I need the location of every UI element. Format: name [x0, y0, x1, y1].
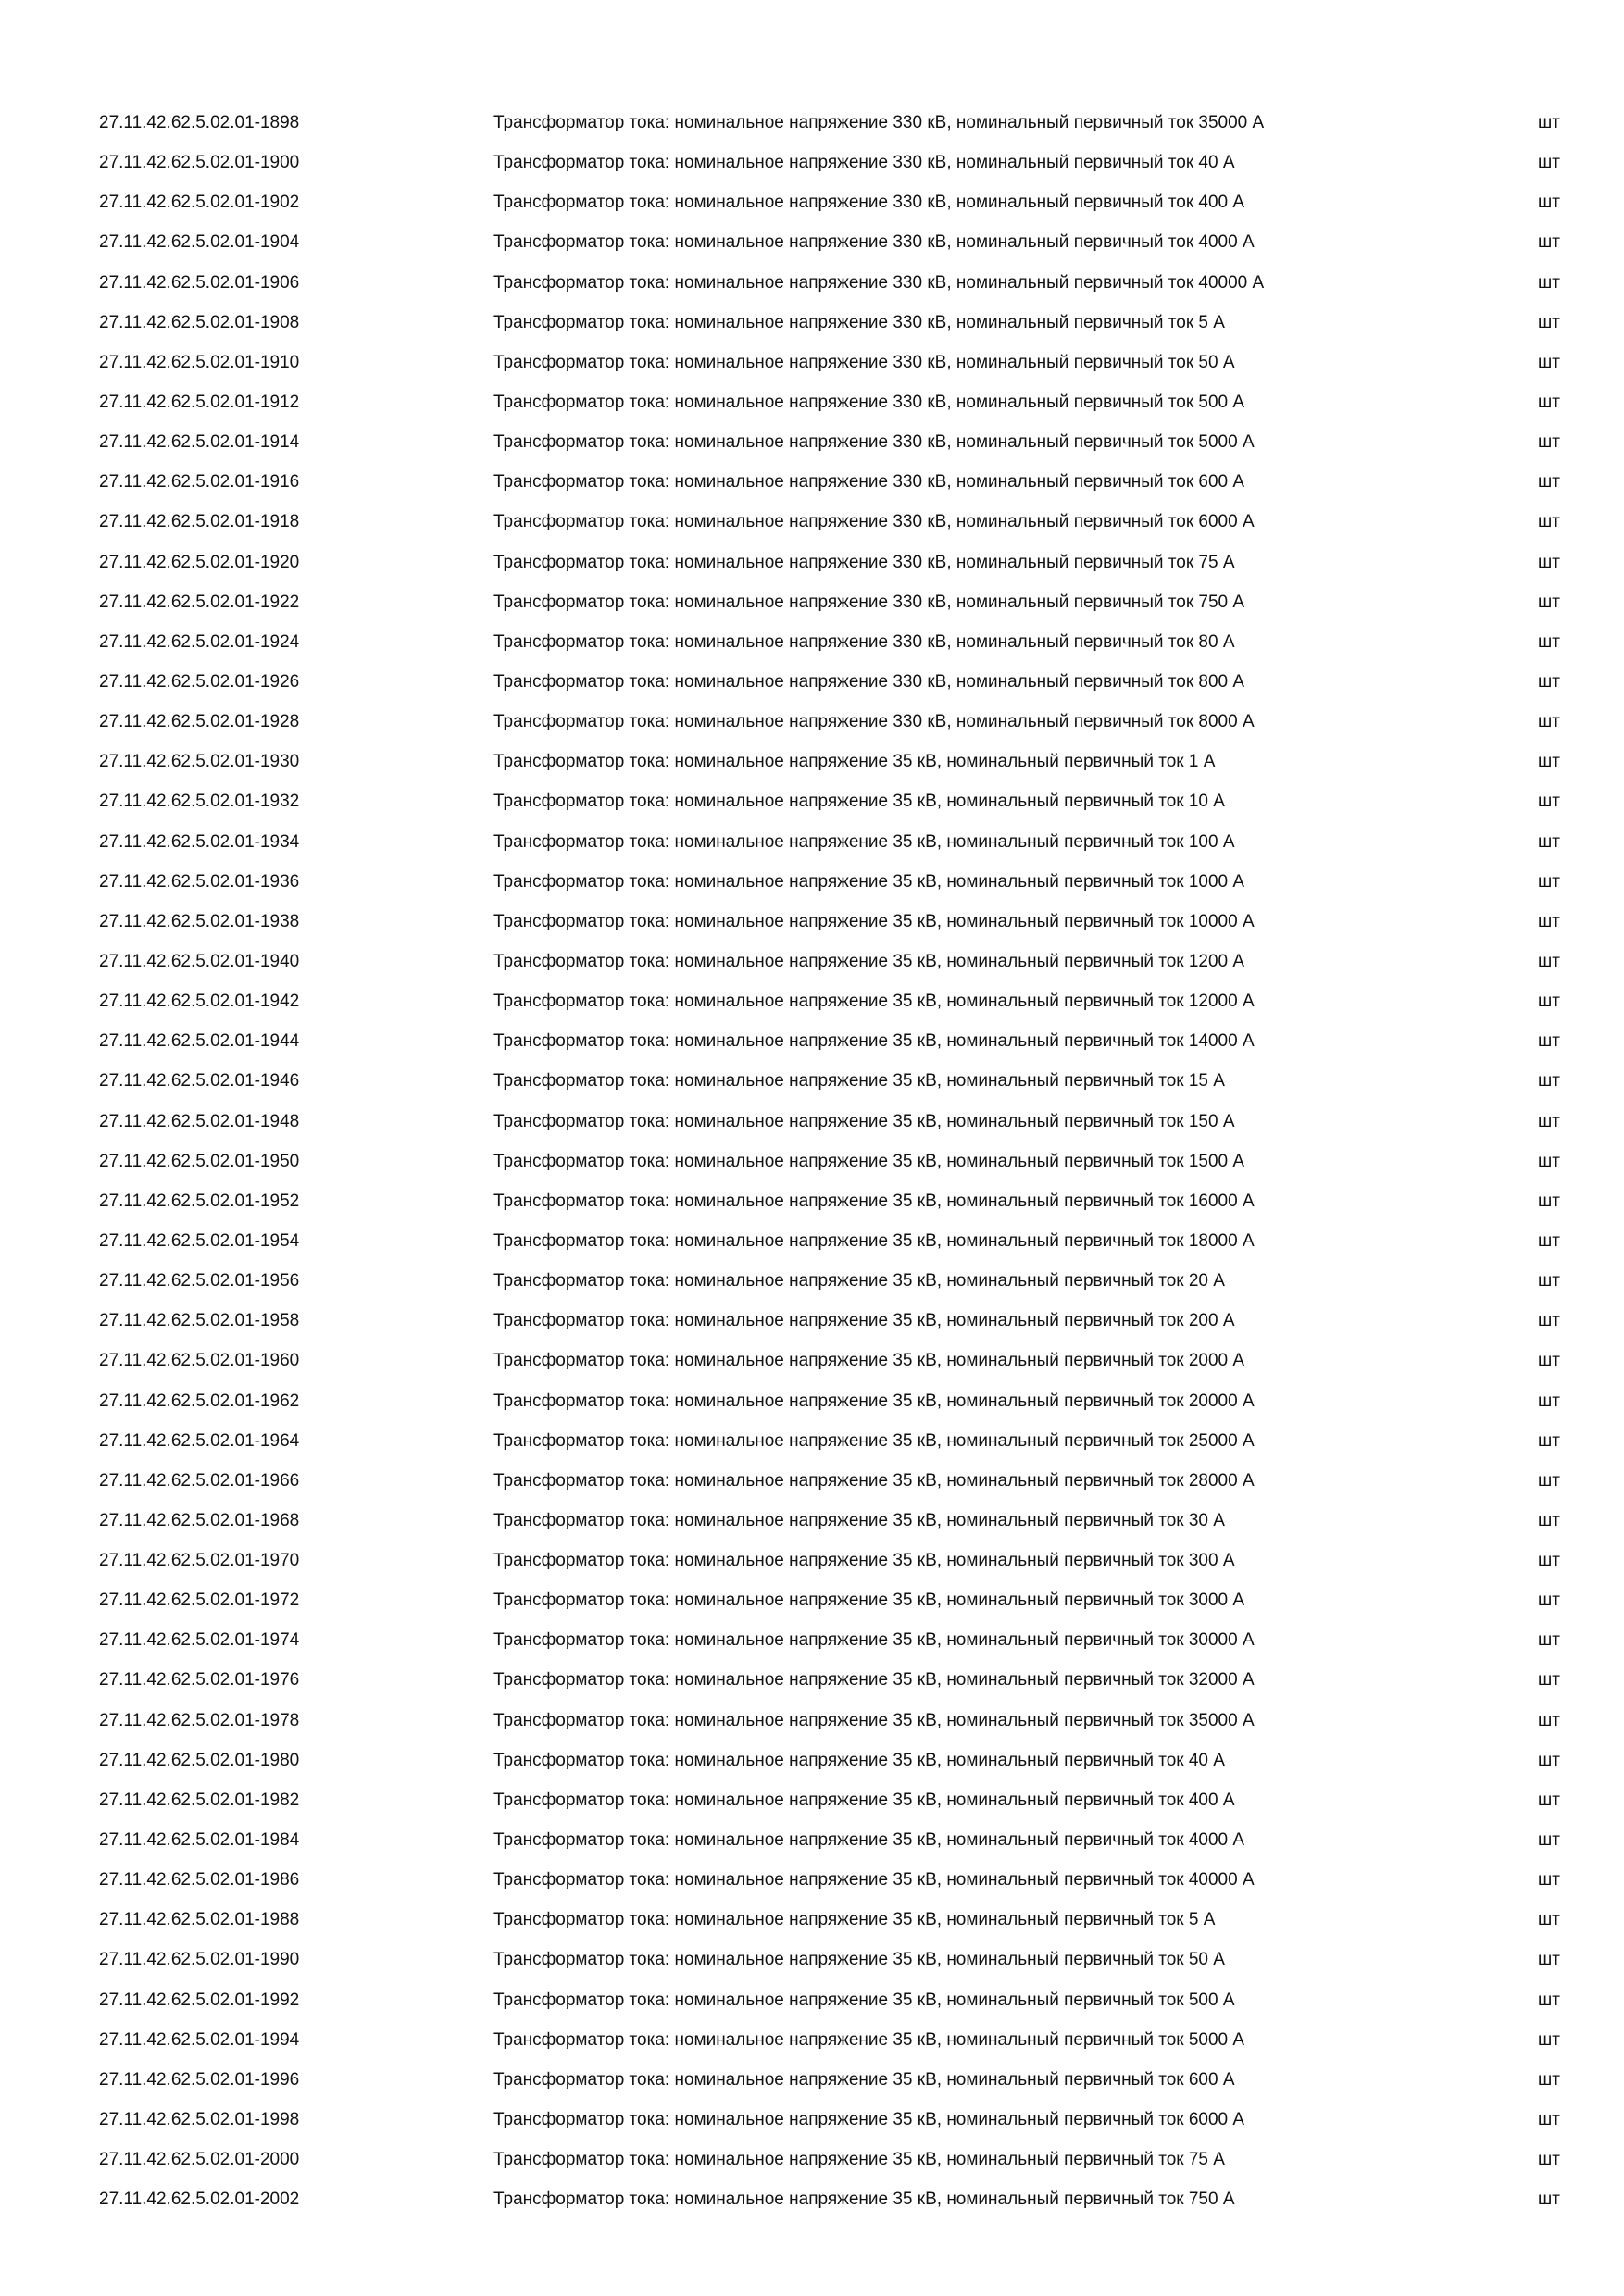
table-row — [0, 1104, 1624, 1144]
resource-table — [0, 106, 1624, 2222]
table-row — [0, 1583, 1624, 1623]
resource-name: Трансформатор тока: номинальное напряжение 330 кВ, номинальный первичный ток 35000 А — [493, 113, 1265, 132]
resource-name: Трансформатор тока: номинальное напряжение 35 кВ, номинальный первичный ток 14000 А — [493, 1031, 1255, 1052]
resource-code: 27.11.42.62.5.02.01-1990 — [99, 1950, 300, 1970]
table-row — [0, 1743, 1624, 1783]
resource-code: 27.11.42.62.5.02.01-1972 — [99, 1591, 300, 1611]
unit-of-measure: шт — [1538, 1510, 1560, 1530]
resource-name: Трансформатор тока: номинальное напряжение 330 кВ, номинальный первичный ток 6000 А — [493, 512, 1255, 532]
unit-of-measure: шт — [1538, 1910, 1560, 1930]
resource-name: Трансформатор тока: номинальное напряжение 35 кВ, номинальный первичный ток 20000 А — [493, 1391, 1255, 1411]
resource-name: Трансформатор тока: номинальное напряжение 35 кВ, номинальный первичный ток 2000 А — [493, 1351, 1245, 1371]
resource-name: Трансформатор тока: номинальное напряжение 35 кВ, номинальный первичный ток 500 А — [493, 1990, 1235, 2010]
resource-name: Трансформатор тока: номинальное напряжение 35 кВ, номинальный первичный ток 35000 А — [493, 1710, 1255, 1730]
resource-code: 27.11.42.62.5.02.01-1944 — [99, 1031, 300, 1052]
unit-of-measure: шт — [1538, 1710, 1560, 1730]
resource-name: Трансформатор тока: номинальное напряжение 330 кВ, номинальный первичный ток 40000 А — [493, 272, 1265, 293]
table-row — [0, 145, 1624, 185]
unit-of-measure: шт — [1538, 232, 1560, 253]
table-row — [0, 505, 1624, 544]
table-row — [0, 2063, 1624, 2103]
resource-code: 27.11.42.62.5.02.01-1910 — [99, 352, 300, 372]
resource-code: 27.11.42.62.5.02.01-1936 — [99, 871, 300, 892]
resource-code: 27.11.42.62.5.02.01-1958 — [99, 1311, 300, 1331]
resource-code: 27.11.42.62.5.02.01-1926 — [99, 671, 300, 692]
table-row — [0, 2142, 1624, 2182]
table-row — [0, 465, 1624, 505]
unit-of-measure: шт — [1538, 312, 1560, 332]
resource-code: 27.11.42.62.5.02.01-1982 — [99, 1790, 300, 1810]
table-row — [0, 865, 1624, 905]
resource-code: 27.11.42.62.5.02.01-1932 — [99, 792, 300, 812]
resource-code: 27.11.42.62.5.02.01-1966 — [99, 1470, 300, 1491]
resource-code: 27.11.42.62.5.02.01-1940 — [99, 951, 300, 971]
resource-code: 27.11.42.62.5.02.01-1956 — [99, 1271, 300, 1292]
unit-of-measure: шт — [1538, 1470, 1560, 1491]
table-row — [0, 665, 1624, 705]
unit-of-measure: шт — [1538, 1591, 1560, 1611]
resource-name: Трансформатор тока: номинальное напряжение 35 кВ, номинальный первичный ток 100 А — [493, 831, 1235, 852]
table-row — [0, 385, 1624, 425]
resource-name: Трансформатор тока: номинальное напряжение 35 кВ, номинальный первичный ток 32000 А — [493, 1670, 1255, 1691]
table-row — [0, 905, 1624, 944]
resource-code: 27.11.42.62.5.02.01-1906 — [99, 272, 300, 293]
table-row — [0, 1823, 1624, 1863]
unit-of-measure: шт — [1538, 671, 1560, 692]
unit-of-measure: шт — [1538, 1151, 1560, 1171]
unit-of-measure: шт — [1538, 1031, 1560, 1052]
table-row — [0, 784, 1624, 824]
resource-name: Трансформатор тока: номинальное напряжение 35 кВ, номинальный первичный ток 30 А — [493, 1510, 1225, 1530]
resource-code: 27.11.42.62.5.02.01-1986 — [99, 1870, 300, 1890]
unit-of-measure: шт — [1538, 1990, 1560, 2010]
table-row — [0, 1064, 1624, 1104]
table-row — [0, 1424, 1624, 1464]
resource-name: Трансформатор тока: номинальное напряжение 35 кВ, номинальный первичный ток 10 А — [493, 792, 1225, 812]
resource-code: 27.11.42.62.5.02.01-1948 — [99, 1111, 300, 1131]
table-row — [0, 306, 1624, 345]
resource-code: 27.11.42.62.5.02.01-1952 — [99, 1191, 300, 1211]
unit-of-measure: шт — [1538, 272, 1560, 293]
table-row — [0, 1184, 1624, 1224]
unit-of-measure: шт — [1538, 752, 1560, 772]
table-row — [0, 1304, 1624, 1343]
resource-code: 27.11.42.62.5.02.01-1954 — [99, 1230, 300, 1251]
table-row — [0, 1783, 1624, 1823]
unit-of-measure: шт — [1538, 631, 1560, 652]
table-row — [0, 744, 1624, 784]
resource-code: 27.11.42.62.5.02.01-1970 — [99, 1551, 300, 1571]
resource-name: Трансформатор тока: номинальное напряжение 35 кВ, номинальный первичный ток 15 А — [493, 1071, 1225, 1092]
resource-name: Трансформатор тока: номинальное напряжение 35 кВ, номинальный первичный ток 4000 А — [493, 1830, 1245, 1851]
unit-of-measure: шт — [1538, 1391, 1560, 1411]
table-row — [0, 1464, 1624, 1504]
resource-name: Трансформатор тока: номинальное напряжение 35 кВ, номинальный первичный ток 3000 А — [493, 1591, 1245, 1611]
resource-name: Трансформатор тока: номинальное напряжение 35 кВ, номинальный первичный ток 1 А — [493, 752, 1216, 772]
resource-name: Трансформатор тока: номинальное напряжение 35 кВ, номинальный первичный ток 20 А — [493, 1271, 1225, 1292]
table-row — [0, 1903, 1624, 1942]
resource-name: Трансформатор тока: номинальное напряжение 35 кВ, номинальный первичный ток 12000 А — [493, 992, 1255, 1012]
table-row — [0, 2182, 1624, 2222]
resource-code: 27.11.42.62.5.02.01-1908 — [99, 312, 300, 332]
table-row — [0, 1264, 1624, 1304]
resource-name: Трансформатор тока: номинальное напряжение 35 кВ, номинальный первичный ток 1000 А — [493, 871, 1245, 892]
table-row — [0, 1703, 1624, 1743]
resource-code: 27.11.42.62.5.02.01-1902 — [99, 193, 300, 213]
unit-of-measure: шт — [1538, 1071, 1560, 1092]
resource-code: 27.11.42.62.5.02.01-1934 — [99, 831, 300, 852]
unit-of-measure: шт — [1538, 552, 1560, 572]
resource-name: Трансформатор тока: номинальное напряжение 330 кВ, номинальный первичный ток 400 А — [493, 193, 1245, 213]
table-row — [0, 625, 1624, 665]
resource-code: 27.11.42.62.5.02.01-1942 — [99, 992, 300, 1012]
resource-code: 27.11.42.62.5.02.01-1980 — [99, 1750, 300, 1770]
resource-name: Трансформатор тока: номинальное напряжение 35 кВ, номинальный первичный ток 18000 А — [493, 1230, 1255, 1251]
unit-of-measure: шт — [1538, 1950, 1560, 1970]
resource-name: Трансформатор тока: номинальное напряжение 35 кВ, номинальный первичный ток 16000 А — [493, 1191, 1255, 1211]
resource-code: 27.11.42.62.5.02.01-1924 — [99, 631, 300, 652]
resource-name: Трансформатор тока: номинальное напряжение 330 кВ, номинальный первичный ток 750 А — [493, 592, 1245, 612]
resource-name: Трансформатор тока: номинальное напряжение 35 кВ, номинальный первичный ток 28000 А — [493, 1470, 1255, 1491]
resource-code: 27.11.42.62.5.02.01-1978 — [99, 1710, 300, 1730]
unit-of-measure: шт — [1538, 1111, 1560, 1131]
unit-of-measure: шт — [1538, 1630, 1560, 1651]
resource-code: 27.11.42.62.5.02.01-1900 — [99, 153, 300, 173]
unit-of-measure: шт — [1538, 712, 1560, 732]
resource-code: 27.11.42.62.5.02.01-1928 — [99, 712, 300, 732]
table-row — [0, 1384, 1624, 1424]
unit-of-measure: шт — [1538, 512, 1560, 532]
unit-of-measure: шт — [1538, 1311, 1560, 1331]
unit-of-measure: шт — [1538, 951, 1560, 971]
unit-of-measure: шт — [1538, 911, 1560, 931]
unit-of-measure: шт — [1538, 1271, 1560, 1292]
resource-code: 27.11.42.62.5.02.01-1996 — [99, 2069, 300, 2090]
resource-code: 27.11.42.62.5.02.01-1962 — [99, 1391, 300, 1411]
resource-code: 27.11.42.62.5.02.01-1904 — [99, 232, 300, 253]
table-row — [0, 2103, 1624, 2142]
table-row — [0, 225, 1624, 265]
resource-name: Трансформатор тока: номинальное напряжение 35 кВ, номинальный первичный ток 750 А — [493, 2190, 1235, 2210]
resource-code: 27.11.42.62.5.02.01-1976 — [99, 1670, 300, 1691]
resource-code: 27.11.42.62.5.02.01-1974 — [99, 1630, 300, 1651]
table-row — [0, 266, 1624, 306]
resource-code: 27.11.42.62.5.02.01-1920 — [99, 552, 300, 572]
table-row — [0, 1863, 1624, 1903]
resource-code: 27.11.42.62.5.02.01-1984 — [99, 1830, 300, 1851]
unit-of-measure: шт — [1538, 113, 1560, 132]
unit-of-measure: шт — [1538, 592, 1560, 612]
resource-code: 27.11.42.62.5.02.01-1992 — [99, 1990, 300, 2010]
resource-name: Трансформатор тока: номинальное напряжение 330 кВ, номинальный первичный ток 8000 А — [493, 712, 1255, 732]
resource-name: Трансформатор тока: номинальное напряжение 330 кВ, номинальный первичный ток 5000 А — [493, 432, 1255, 453]
resource-name: Трансформатор тока: номинальное напряжение 35 кВ, номинальный первичный ток 600 А — [493, 2069, 1235, 2090]
resource-name: Трансформатор тока: номинальное напряжение 330 кВ, номинальный первичный ток 50 А — [493, 352, 1235, 372]
unit-of-measure: шт — [1538, 352, 1560, 372]
table-row — [0, 1144, 1624, 1184]
table-row — [0, 1623, 1624, 1663]
resource-name: Трансформатор тока: номинальное напряжение 330 кВ, номинальный первичный ток 500 А — [493, 392, 1245, 412]
resource-name: Трансформатор тока: номинальное напряжение 330 кВ, номинальный первичный ток 5 А — [493, 312, 1225, 332]
resource-name: Трансформатор тока: номинальное напряжение 35 кВ, номинальный первичный ток 6000 А — [493, 2110, 1245, 2130]
table-row — [0, 585, 1624, 625]
resource-code: 27.11.42.62.5.02.01-1898 — [99, 113, 300, 132]
resource-code: 27.11.42.62.5.02.01-1960 — [99, 1351, 300, 1371]
resource-name: Трансформатор тока: номинальное напряжение 35 кВ, номинальный первичный ток 25000 А — [493, 1430, 1255, 1451]
resource-code: 27.11.42.62.5.02.01-1914 — [99, 432, 300, 453]
table-row — [0, 1543, 1624, 1583]
resource-name: Трансформатор тока: номинальное напряжение 35 кВ, номинальный первичный ток 300 А — [493, 1551, 1235, 1571]
resource-name: Трансформатор тока: номинальное напряжение 330 кВ, номинальный первичный ток 4000 А — [493, 232, 1255, 253]
unit-of-measure: шт — [1538, 472, 1560, 493]
resource-code: 27.11.42.62.5.02.01-1964 — [99, 1430, 300, 1451]
resource-code: 27.11.42.62.5.02.01-1912 — [99, 392, 300, 412]
unit-of-measure: шт — [1538, 1790, 1560, 1810]
resource-code: 27.11.42.62.5.02.01-1994 — [99, 2029, 300, 2050]
unit-of-measure: шт — [1538, 2069, 1560, 2090]
resource-name: Трансформатор тока: номинальное напряжение 330 кВ, номинальный первичный ток 80 А — [493, 631, 1235, 652]
unit-of-measure: шт — [1538, 432, 1560, 453]
resource-code: 27.11.42.62.5.02.01-1950 — [99, 1151, 300, 1171]
resource-name: Трансформатор тока: номинальное напряжение 35 кВ, номинальный первичный ток 30000 А — [493, 1630, 1255, 1651]
resource-name: Трансформатор тока: номинальное напряжение 35 кВ, номинальный первичный ток 5000 А — [493, 2029, 1245, 2050]
resource-code: 27.11.42.62.5.02.01-1998 — [99, 2110, 300, 2130]
unit-of-measure: шт — [1538, 193, 1560, 213]
resource-name: Трансформатор тока: номинальное напряжение 35 кВ, номинальный первичный ток 150 А — [493, 1111, 1235, 1131]
table-row — [0, 345, 1624, 385]
unit-of-measure: шт — [1538, 1191, 1560, 1211]
table-row — [0, 1663, 1624, 1703]
resource-name: Трансформатор тока: номинальное напряжение 35 кВ, номинальный первичный ток 1200 А — [493, 951, 1245, 971]
resource-code: 27.11.42.62.5.02.01-1930 — [99, 752, 300, 772]
unit-of-measure: шт — [1538, 1670, 1560, 1691]
table-row — [0, 185, 1624, 225]
unit-of-measure: шт — [1538, 2150, 1560, 2170]
table-row — [0, 1504, 1624, 1543]
unit-of-measure: шт — [1538, 992, 1560, 1012]
unit-of-measure: шт — [1538, 871, 1560, 892]
resource-code: 27.11.42.62.5.02.01-1918 — [99, 512, 300, 532]
resource-name: Трансформатор тока: номинальное напряжение 330 кВ, номинальный первичный ток 75 А — [493, 552, 1235, 572]
unit-of-measure: шт — [1538, 2110, 1560, 2130]
unit-of-measure: шт — [1538, 1230, 1560, 1251]
resource-code: 27.11.42.62.5.02.01-2000 — [99, 2150, 300, 2170]
resource-code: 27.11.42.62.5.02.01-1968 — [99, 1510, 300, 1530]
unit-of-measure: шт — [1538, 1830, 1560, 1851]
unit-of-measure: шт — [1538, 1351, 1560, 1371]
resource-name: Трансформатор тока: номинальное напряжение 35 кВ, номинальный первичный ток 400 А — [493, 1790, 1235, 1810]
resource-code: 27.11.42.62.5.02.01-1922 — [99, 592, 300, 612]
table-row — [0, 545, 1624, 585]
table-row — [0, 1224, 1624, 1264]
unit-of-measure: шт — [1538, 792, 1560, 812]
resource-name: Трансформатор тока: номинальное напряжение 35 кВ, номинальный первичный ток 200 А — [493, 1311, 1235, 1331]
table-row — [0, 1024, 1624, 1064]
table-row — [0, 1983, 1624, 2023]
unit-of-measure: шт — [1538, 153, 1560, 173]
resource-code: 27.11.42.62.5.02.01-1916 — [99, 472, 300, 493]
resource-code: 27.11.42.62.5.02.01-1988 — [99, 1910, 300, 1930]
table-row — [0, 825, 1624, 865]
unit-of-measure: шт — [1538, 2029, 1560, 2050]
resource-code: 27.11.42.62.5.02.01-2002 — [99, 2190, 300, 2210]
table-row — [0, 944, 1624, 984]
resource-code: 27.11.42.62.5.02.01-1946 — [99, 1071, 300, 1092]
table-row — [0, 705, 1624, 744]
unit-of-measure: шт — [1538, 831, 1560, 852]
table-row — [0, 106, 1624, 145]
table-row — [0, 984, 1624, 1024]
resource-name: Трансформатор тока: номинальное напряжение 35 кВ, номинальный первичный ток 50 А — [493, 1950, 1225, 1970]
resource-name: Трансформатор тока: номинальное напряжение 35 кВ, номинальный первичный ток 40 А — [493, 1750, 1225, 1770]
unit-of-measure: шт — [1538, 1430, 1560, 1451]
resource-name: Трансформатор тока: номинальное напряжение 35 кВ, номинальный первичный ток 10000 А — [493, 911, 1255, 931]
resource-name: Трансформатор тока: номинальное напряжение 35 кВ, номинальный первичный ток 40000 А — [493, 1870, 1255, 1890]
unit-of-measure: шт — [1538, 1551, 1560, 1571]
unit-of-measure: шт — [1538, 1870, 1560, 1890]
resource-name: Трансформатор тока: номинальное напряжение 35 кВ, номинальный первичный ток 75 А — [493, 2150, 1225, 2170]
resource-code: 27.11.42.62.5.02.01-1938 — [99, 911, 300, 931]
table-row — [0, 2023, 1624, 2063]
resource-name: Трансформатор тока: номинальное напряжение 330 кВ, номинальный первичный ток 600 А — [493, 472, 1245, 493]
table-row — [0, 425, 1624, 465]
unit-of-measure: шт — [1538, 2190, 1560, 2210]
resource-name: Трансформатор тока: номинальное напряжение 35 кВ, номинальный первичный ток 1500 А — [493, 1151, 1245, 1171]
resource-name: Трансформатор тока: номинальное напряжение 35 кВ, номинальный первичный ток 5 А — [493, 1910, 1216, 1930]
table-row — [0, 1343, 1624, 1383]
unit-of-measure: шт — [1538, 392, 1560, 412]
unit-of-measure: шт — [1538, 1750, 1560, 1770]
table-row — [0, 1942, 1624, 1982]
resource-name: Трансформатор тока: номинальное напряжение 330 кВ, номинальный первичный ток 800 А — [493, 671, 1245, 692]
resource-name: Трансформатор тока: номинальное напряжение 330 кВ, номинальный первичный ток 40 А — [493, 153, 1235, 173]
